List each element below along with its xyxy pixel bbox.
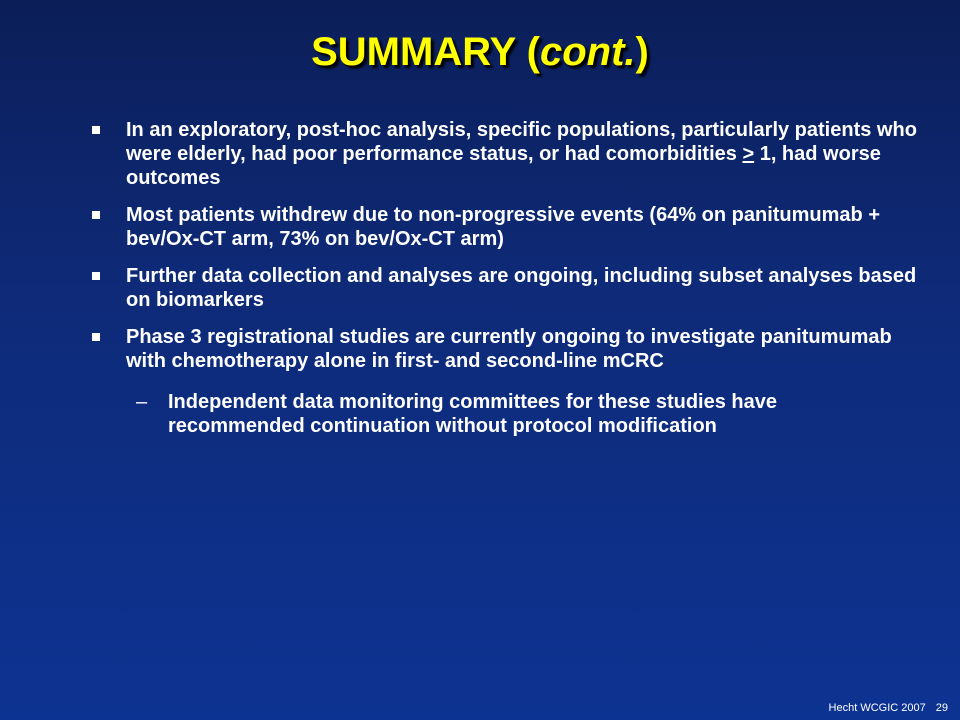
title-italic: cont. (540, 30, 636, 74)
bullet-text: Most patients withdrew due to non-progressive events (64% on panitumumab + bev/Ox-CT arm, 73% on bev/Ox-CT arm) (126, 204, 880, 250)
page-number: 29 (935, 702, 948, 714)
bullet-text-after: 1, had worse outcomes (126, 143, 881, 189)
footer-source: Hecht WCGIC 2007 (828, 702, 926, 714)
square-bullet-icon (92, 126, 100, 134)
bullet-item (88, 264, 918, 312)
bullet-text-before: In an exploratory, post-hoc analysis, specific populations, particularly patients who were elderly, had poor performance status, or had comorbidities (126, 119, 917, 165)
sub-bullet-item (126, 390, 918, 438)
bullet-text: Further data collection and analyses are ongoing, including subset analyses based on biomarkers (126, 265, 917, 311)
title-close: ) (635, 30, 649, 74)
slide-title (0, 30, 960, 75)
slide-footer (819, 702, 948, 714)
bullet-item (88, 118, 918, 190)
bullet-underlined: > (742, 143, 755, 165)
bullet-item (88, 203, 918, 251)
bullet-item (88, 325, 918, 438)
title-main: SUMMARY ( (311, 30, 540, 74)
square-bullet-icon (92, 333, 100, 341)
bullet-list (88, 118, 918, 451)
bullet-text: Phase 3 registrational studies are currently ongoing to investigate panitumumab with chemotherapy alone in first- and second-line mCRC (126, 326, 892, 372)
square-bullet-icon (92, 211, 100, 219)
sub-bullet-text: Independent data monitoring committees for these studies have recommended continuation without protocol modification (168, 391, 777, 437)
square-bullet-icon (92, 272, 100, 280)
dash-bullet-icon: – (136, 391, 148, 413)
